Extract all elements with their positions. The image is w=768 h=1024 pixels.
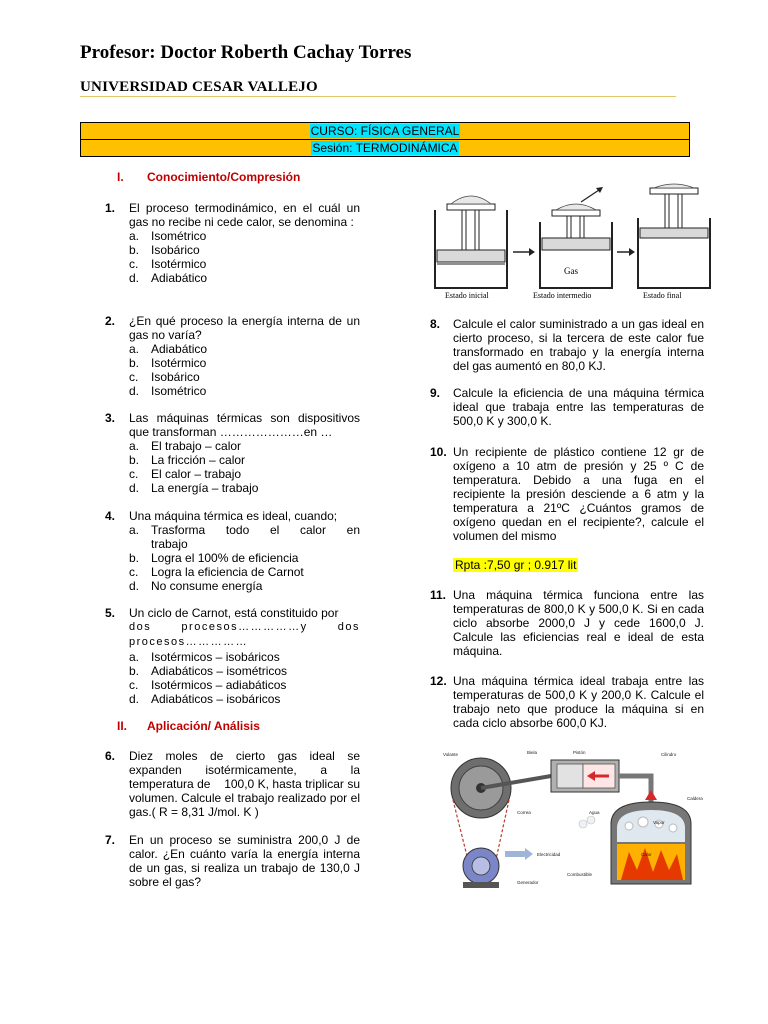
university-name: UNIVERSIDAD CESAR VALLEJO [80,79,318,95]
label-vapor: Vapor [653,820,665,825]
cylinder-final [638,184,710,288]
question-7 [105,833,360,889]
question-text: Calcule la eficiencia de una máquina térmica ideal que trabaja entre las temperaturas de 500,0 K y 300,0 K. [453,386,704,428]
question-number: 8. [430,317,441,331]
question-11 [430,588,704,658]
label-correa: Correa [517,810,531,815]
gas-label: Gas [564,266,578,276]
question-number: 2. [105,314,116,328]
section-1-title: Conocimiento/Compresión [147,170,301,184]
option: c. Logra la eficiencia de Carnot [129,565,304,579]
caption-intermediate: Estado intermedio [533,291,592,300]
question-6 [105,749,364,819]
section-1-number: I. [117,170,124,184]
option: b. Adiabáticos – isométricos [129,664,288,678]
label-calor: Calor [641,852,652,857]
label-biela: Biela [527,750,538,755]
question-4 [105,509,360,593]
cylinder-intermediate [540,187,612,288]
section-2-heading [117,719,260,733]
question-number: 3. [105,411,116,425]
label-cilindro: Cilindro [661,752,677,757]
options-list [129,439,360,495]
option: b. Logra el 100% de eficiencia [129,551,299,565]
question-text: Una máquina térmica funciona entre las temperaturas de 800,0 K y 500,0 K. Si en cada ciclo absorbe 2000,0 J y cede 1600,0 J. Calcule las eficiencias real e ideal de esta máquina. [453,588,704,658]
course-banner [80,122,690,140]
question-text: En un proceso se suministra 200,0 J de calor. ¿En cuánto varía la energía interna de un gas, si realiza un trabajo de 130,0 J sobre el gas? [129,833,360,889]
options-list [129,650,360,706]
label-electricidad: Electricidad [537,852,561,857]
option: c. Isotérmico [129,257,207,271]
option: d. No consume energía [129,579,263,593]
question-number: 4. [105,509,116,523]
course-title: CURSO: FÍSICA GENERAL [310,124,460,138]
question-text: Un recipiente de plástico contiene 12 gr de oxígeno a 10 atm de presión y 25 º C de temperatura. Debido a una fuga en el recipiente la presión desciende a 6 atm y la temperatura a 21ºC ¿Cuántos gramos de oxígeno quedan en el recipiente?, calcule el volumen del mismo [453,445,704,543]
question-text: Las máquinas térmicas son dispositivos que transforman …………………en … [129,411,360,439]
question-number: 9. [430,386,441,400]
option: a. El trabajo – calor [129,439,242,453]
options-list [129,342,360,398]
question-number: 12. [430,674,447,688]
option: c. El calor – trabajo [129,467,242,481]
session-banner [80,139,690,157]
label-piston: Pistón [573,750,586,755]
session-title: Sesión: TERMODINÁMICA [312,141,458,155]
header-rule [80,96,676,97]
question-number: 6. [105,749,116,763]
label-volante: Volante [443,752,459,757]
option: a. Adiabático [129,342,208,356]
section-1-heading [117,170,300,184]
question-number: 1. [105,201,116,215]
cylinder-initial [435,196,507,288]
question-12 [430,674,704,730]
question-text: Un ciclo de Carnot, está constituido por dos procesos……………y dos procesos…………… [129,606,360,648]
question-number: 10. [430,445,447,459]
question-text: El proceso termodinámico, en el cuál un gas no recibe ni cede calor, se denomina : [129,201,360,229]
question-number: 5. [105,606,116,620]
question-9 [430,386,704,428]
option: d. Adiabáticos – isobáricos [129,692,281,706]
question-3 [105,411,360,495]
label-caldera: Caldera [687,796,703,801]
question-text: Calcule el calor suministrado a un gas ideal en cierto proceso, si la tercera de este calor fue transformado en trabajo y la energía interna del gas aumentó en 80,0 KJ. [453,317,704,373]
question-10 [430,445,704,543]
option: d. Isométrico [129,384,207,398]
piston-states-figure [425,180,715,305]
question-1 [105,201,360,285]
options-list [129,523,360,593]
option: b. Isotérmico [129,356,207,370]
option: c. Isobárico [129,370,200,384]
section-2-number: II. [117,719,128,733]
caption-final: Estado final [643,291,682,300]
option: a. Isométrico [129,229,207,243]
question-text: Diez moles de cierto gas ideal se expanden isotérmicamente, a la temperatura de 100,0 K, hasta triplicar su volumen. Calcule el trabajo realizado por el gas.( R = 8,31 J/mol. K ) [129,749,364,819]
professor-name: Profesor: Doctor Roberth Cachay Torres [80,42,412,63]
option: d. Adiabático [129,271,208,285]
question-text: Una máquina térmica es ideal, cuando; [129,509,338,523]
answer-highlight: Rpta :7,50 gr ; 0.917 lit [455,558,577,572]
question-text: ¿En qué proceso la energía interna de un gas no varía? [129,314,360,342]
question-number: 7. [105,833,116,847]
label-generador: Generador [517,880,539,885]
option: a. Isotérmicos – isobáricos [129,650,280,664]
option: b. Isobárico [129,243,200,257]
question-8 [430,317,704,373]
label-combustible: Combustible [567,872,593,877]
question-number: 11. [430,588,447,602]
section-2-title: Aplicación/ Análisis [147,719,260,733]
option: c. Isotérmicos – adiabáticos [129,678,287,692]
option: b. La fricción – calor [129,453,246,467]
caption-initial: Estado inicial [445,291,489,300]
question-2 [105,314,360,398]
steam-engine-figure [433,744,708,896]
option: d. La energía – trabajo [129,481,259,495]
options-list [129,229,360,285]
question-5 [105,606,360,706]
label-agua: Agua [589,810,600,815]
question-text: Una máquina térmica ideal trabaja entre las temperaturas de 500,0 K y 200,0 K. Calcule el trabajo neto que produce la máquina si en cada ciclo absorbe 600,0 KJ. [453,674,704,730]
option: a. Trasforma todo el calor en trabajo [129,523,360,551]
